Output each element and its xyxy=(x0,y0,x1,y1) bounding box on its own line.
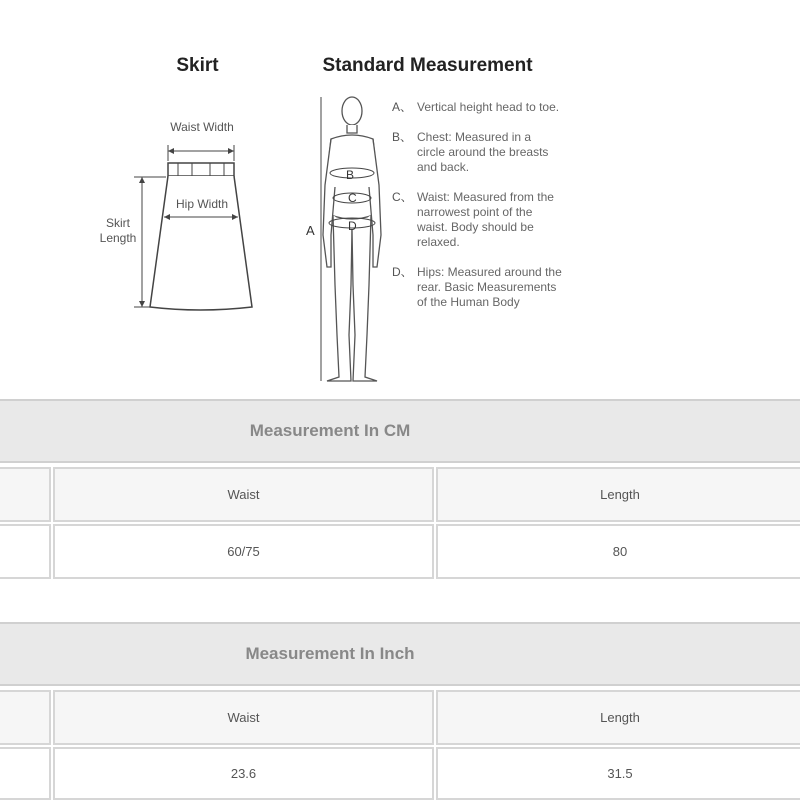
note-b xyxy=(392,130,562,175)
inch-table-header xyxy=(0,622,800,686)
cm-header-length: Length xyxy=(436,467,800,522)
cm-header-waist: Waist xyxy=(53,467,434,522)
note-a xyxy=(392,100,562,115)
standard-measurement-title: Standard Measurement xyxy=(322,55,533,76)
cm-cell-waist: 60/75 xyxy=(53,524,434,579)
label-d: D xyxy=(348,219,357,233)
waist-width-label: Waist Width xyxy=(170,120,234,134)
note-text: Hips: Measured around the rear. Basic Measurements of the Human Body xyxy=(417,265,562,309)
note-letter: D、 xyxy=(392,265,413,279)
skirt-title: Skirt xyxy=(176,55,219,76)
note-text: Waist: Measured from the narrowest point of the waist. Body should be relaxed. xyxy=(417,190,554,249)
cm-cell-length: 80 xyxy=(436,524,800,579)
cm-table-title: Measurement In CM xyxy=(249,421,411,440)
label-a: A xyxy=(306,223,315,238)
inch-header-length: Length xyxy=(436,690,800,745)
cm-table-header xyxy=(0,399,800,463)
cm-header-cell-blank xyxy=(0,467,51,522)
inch-cell-length: 31.5 xyxy=(436,747,800,800)
cm-cell-blank xyxy=(0,524,51,579)
inch-header-cell-blank xyxy=(0,690,51,745)
body-figure-illustration xyxy=(315,95,390,385)
note-letter: A、 xyxy=(392,100,413,114)
measurement-notes xyxy=(392,100,562,325)
label-c: C xyxy=(348,191,357,205)
note-d xyxy=(392,265,562,310)
hip-width-label: Hip Width xyxy=(175,197,228,211)
inch-cell-waist: 23.6 xyxy=(53,747,434,800)
note-c xyxy=(392,190,562,250)
inch-cell-blank xyxy=(0,747,51,800)
note-text: Chest: Measured in a circle around the breasts and back. xyxy=(417,130,549,174)
note-letter: C、 xyxy=(392,190,413,204)
note-text: Vertical height head to toe. xyxy=(417,100,560,114)
inch-header-waist: Waist xyxy=(53,690,434,745)
skirt-length-label: Skirt Length xyxy=(99,216,137,245)
inch-table-title: Measurement In Inch xyxy=(245,644,415,663)
note-letter: B、 xyxy=(392,130,413,144)
label-b: B xyxy=(346,168,355,182)
